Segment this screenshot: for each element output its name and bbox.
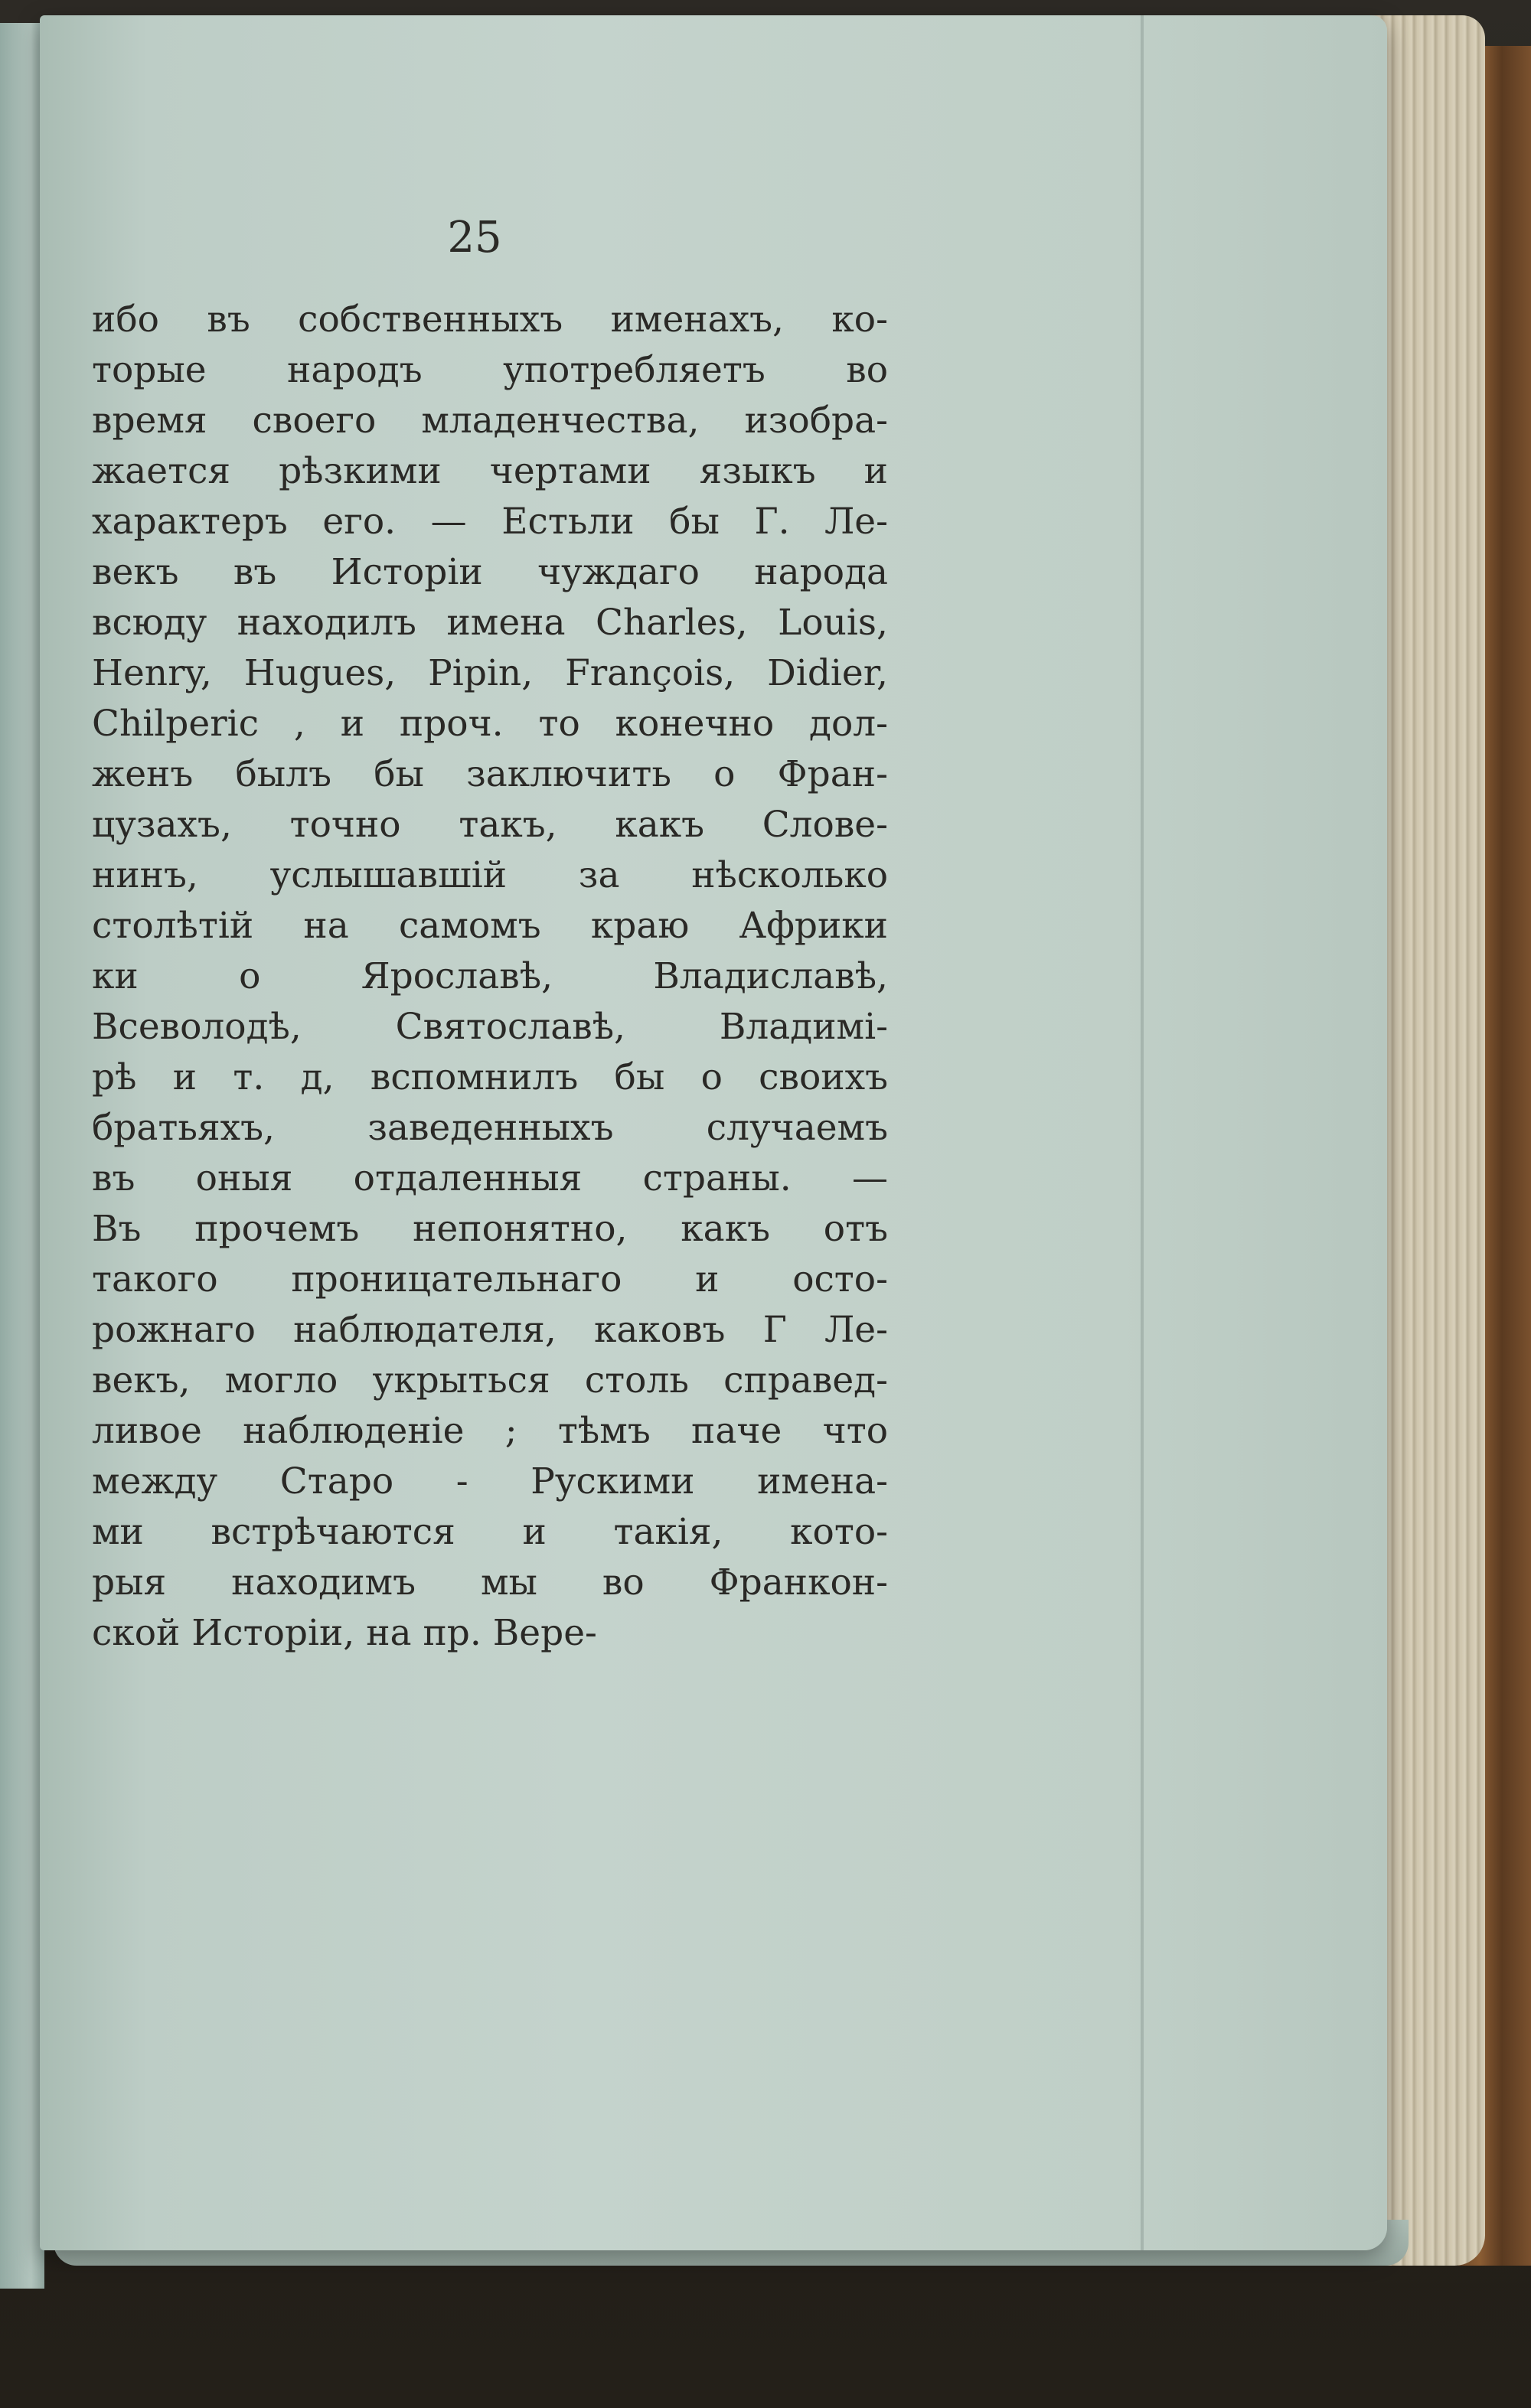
text-line: рыя находимъ мы во Франкон- [92,1561,888,1604]
text-line: Henry, Hugues, Pipin, François, Didier, [92,652,888,694]
text-line: ской Исторіи, на пр. Вере- [92,1612,597,1654]
text-line: между Старо - Рускими имена- [92,1460,888,1503]
text-line: торые народъ употребляетъ во [92,349,888,391]
text-line: Всеволодѣ, Святославѣ, Владимі- [92,1006,888,1048]
text-line: ибо въ собственныхъ именахъ, ко- [92,299,888,341]
facing-page-edge [0,23,44,2289]
text-line: женъ былъ бы заключить о Фран- [92,753,888,795]
text-line: рѣ и т. д, вспомнилъ бы о своихъ [92,1056,888,1098]
text-line: время своего младенчества, изобра- [92,400,888,442]
text-line: такого проницательнаго и осто- [92,1258,888,1300]
text-line: въ оныя отдаленныя страны. — [92,1157,888,1199]
text-line: векъ, могло укрыться столь справед- [92,1359,888,1401]
text-line: братьяхъ, заведенныхъ случаемъ [92,1107,888,1149]
text-line: ливое наблюденіе ; тѣмъ паче что [92,1410,888,1452]
text-line: рожнаго наблюдателя, каковъ Г Ле- [92,1309,888,1351]
text-line: Chilperic , и проч. то конечно дол- [92,703,888,745]
text-line: ки о Ярославѣ, Владиславѣ, [92,955,888,997]
text-line: всюду находилъ имена Charles, Louis, [92,602,888,644]
page-text [92,295,888,1703]
text-line: характеръ его. — Естьли бы Г. Ле- [92,501,888,543]
text-line: ми встрѣчаются и такія, кото- [92,1511,888,1553]
text-line: векъ въ Исторіи чуждаго народа [92,551,888,593]
page-fold-line [1141,15,1144,2250]
text-line: столѣтій на самомъ краю Африки [92,905,888,947]
text-line: нинъ, услышавшій за нѣсколько [92,854,888,896]
text-line: жается рѣзкими чертами языкъ и [92,450,888,492]
text-line: Въ прочемъ непонятно, какъ отъ [92,1208,888,1250]
page-number: 25 [447,213,502,263]
text-line: цузахъ, точно такъ, какъ Слове- [92,804,888,846]
